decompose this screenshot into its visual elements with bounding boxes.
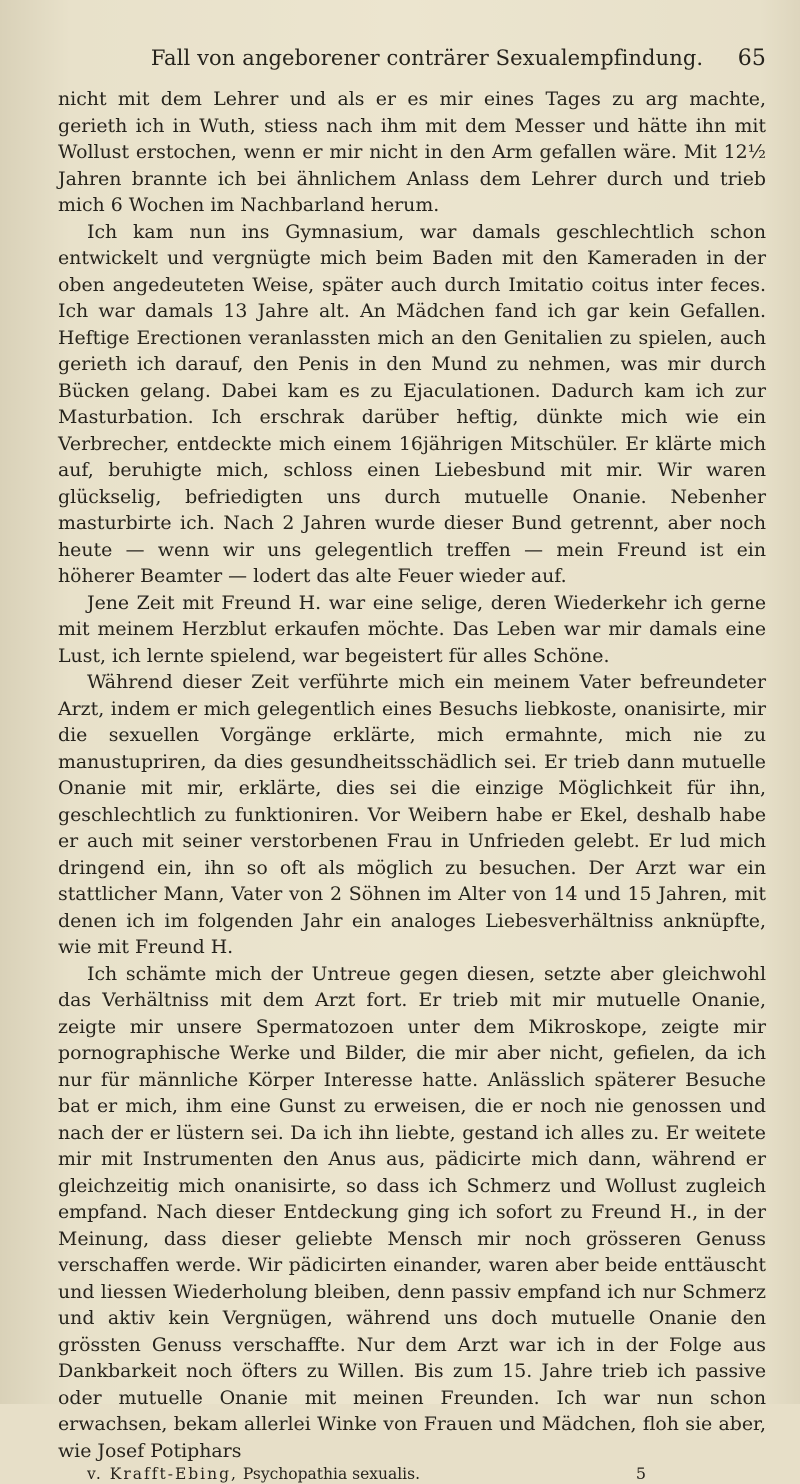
page-number: 65 [737,46,766,71]
paragraph: Ich kam nun ins Gymnasium, war damals geschlechtlich schon entwickelt und vergnügte mich beim Baden mit den Kameraden in der oben angedeuteten Weise, später auch durch Imitatio coitus inter feces. Ich war damals 13 Jahre alt. An Mädchen fand ich gar kein Gefallen. Heftige Erectionen veranlassten mich an den Genitalien zu spielen, auch gerieth ich darauf, den Penis in den Mund zu nehmen, was mir durch Bücken gelang. Dabei kam es zu Ejaculationen. Dadurch kam ich zur Masturbation. Ich erschrak darüber heftig, dünkte mich wie ein Verbrecher, entdeckte mich einem 16jährigen Mitschüler. Er klärte mich auf, beruhigte mich, schloss einen Liebesbund mit mir. Wir waren glückselig, befriedigten uns durch mutuelle Onanie. Nebenher masturbirte ich. Nach 2 Jahren wurde dieser Bund getrennt, aber noch heute — wenn wir uns gelegentlich treffen — mein Freund ist ein höherer Beamter — lodert das alte Feuer wieder auf. [58,220,766,587]
running-title: Fall von angeborener conträrer Sexualempfindung. [150,46,704,70]
paragraph: Während dieser Zeit verführte mich ein meinem Vater befreundeter Arzt, indem er mich gelegentlich eines Besuchs liebkoste, onanisirte, mir die sexuellen Vorgänge erklärte, mich ermahnte, mich nie zu manustupriren, da dies gesundheitsschädlich sei. Er trieb dann mutuelle Onanie mit mir, erklärte, dies sei die einzige Möglichkeit für ihn, geschlechtlich zu funktioniren. Vor Weibern habe er Ekel, deshalb habe er auch mit seiner verstorbenen Frau in Unfrieden gelebt. Er lud mich dringend ein, ihn so oft als möglich zu besuchen. Der Arzt war ein stattlicher Mann, Vater von 2 Söhnen im Alter von 14 und 15 Jahren, mit denen ich im folgenden Jahr ein analoges Liebesverhältniss anknüpfte, wie mit Freund H. [58,671,766,958]
page-header [58,46,766,86]
paragraph: Jene Zeit mit Freund H. war eine selige, deren Wiederkehr ich gerne mit meinem Herzblut erkaufen möchte. Das Leben war mir damals eine Lust, ich lernte spielend, war begeistert für alles Schöne. [58,591,766,667]
paragraph: nicht mit dem Lehrer und als er es mir eines Tages zu arg machte, gerieth ich in Wuth, stiess nach ihm mit dem Messer und hätte ihn mit Wollust erstochen, wenn er mir nicht in den Arm gefallen wäre. Mit 12½ Jahren brannte ich bei ähnlichem Anlass dem Lehrer durch und trieb mich 6 Wochen im Nachbarland herum. [58,88,766,216]
signature-mark: 5 [635,1464,646,1483]
body-text [58,86,766,1464]
footer-author: v. Krafft-Ebing, [87,1465,238,1483]
paragraph: Ich schämte mich der Untreue gegen diesen, setzte aber gleichwohl das Verhältniss mit dem Arzt fort. Er trieb mit mir mutuelle Onanie, zeigte mir unsere Spermatozoen unter dem Mikroskope, zeigte mir pornographische Werke und Bilder, die mir aber nicht, gefielen, da ich nur für männliche Körper Interesse hatte. Anlässlich späterer Besuche bat er mich, ihm eine Gunst zu erweisen, die er noch nie genossen und nach der er lüstern sei. Da ich ihn liebte, gestand ich alles zu. Er weitete mir mit Instrumenten den Anus aus, pädicirte mich dann, während er gleichzeitig mich onanisirte, so dass ich Schmerz und Wollust zugleich empfand. Nach dieser Entdeckung ging ich sofort zu Freund H., in der Meinung, dass dieser geliebte Mensch mir noch grösseren Genuss verschaffen werde. Wir pädicirten einander, waren aber beide enttäuscht und liessen Wiederholung bleiben, denn passiv empfand ich nur Schmerz und aktiv kein Vergnügen, während uns doch mutuelle Onanie den grössten Genuss verschaffte. Nur dem Arzt war ich in der Folge aus Dankbarkeit noch öfters zu Willen. Bis zum 15. Jahre trieb ich passive oder mutuelle Onanie mit meinen Freunden. Ich war nun schon erwachsen, bekam allerlei Winke von Frauen und Mädchen, floh sie aber, wie Josef Potiphars [58,962,766,1462]
footer-book-title: Psychopathia sexualis. [242,1465,421,1483]
page-footer [58,1464,766,1484]
